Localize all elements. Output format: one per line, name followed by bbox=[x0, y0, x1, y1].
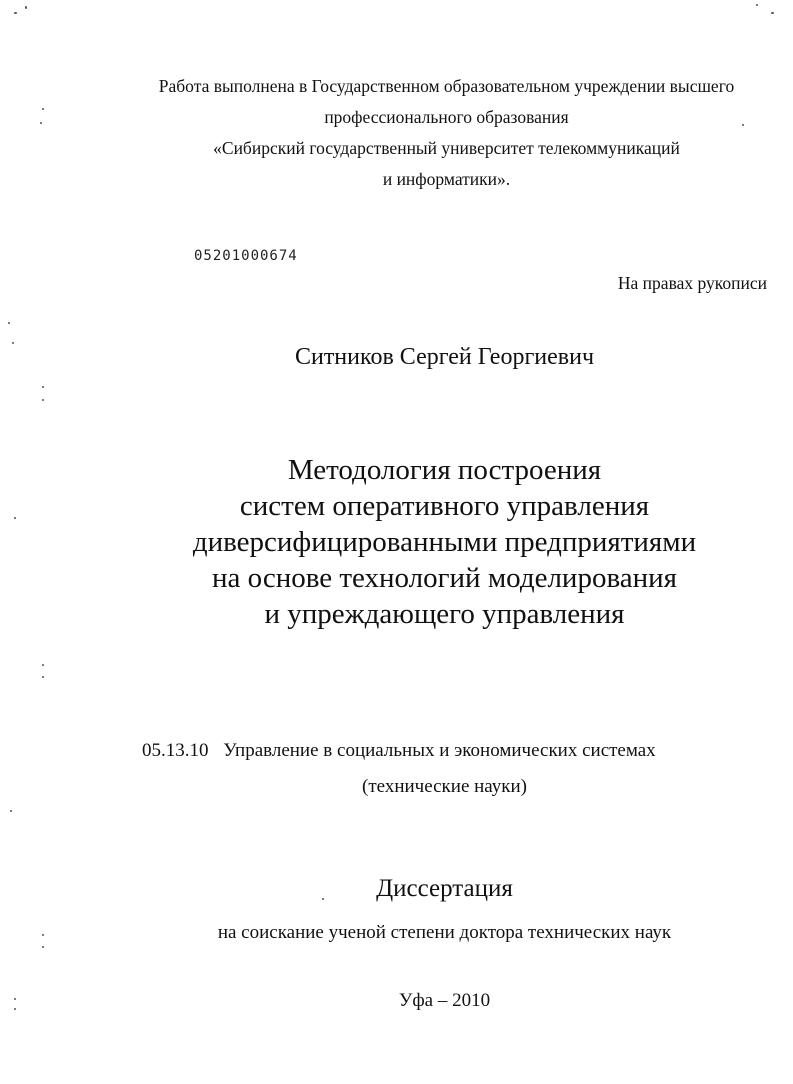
title-line: и упреждающего управления bbox=[264, 598, 625, 630]
degree-line: на соискание ученой степени доктора технических наук bbox=[217, 922, 672, 943]
institution-line: и информатики». bbox=[382, 169, 511, 189]
stamp-code: 05201000674 bbox=[194, 248, 298, 264]
scan-speck bbox=[40, 122, 42, 124]
scan-speck bbox=[42, 386, 44, 388]
scan-speck bbox=[322, 898, 324, 900]
institution-line: Работа выполнена в Государственном образовательном учреждении высшего bbox=[158, 76, 735, 96]
specialty-name: Управление в социальных и экономических системах bbox=[223, 740, 656, 761]
thesis-title bbox=[48, 452, 793, 632]
author-name: Ситников Сергей Георгиевич bbox=[294, 344, 595, 370]
scan-speck bbox=[14, 998, 16, 1000]
title-line: Методология построения bbox=[287, 454, 602, 486]
title-line: систем оперативного управления bbox=[239, 490, 650, 522]
rights-note: На правах рукописи bbox=[617, 273, 767, 293]
scan-speck bbox=[14, 12, 17, 14]
scan-speck bbox=[14, 1008, 16, 1010]
scan-speck bbox=[10, 810, 12, 812]
specialty-field: (технические науки) bbox=[362, 776, 527, 797]
scan-speck bbox=[742, 124, 744, 126]
specialty-code: 05.13.10 bbox=[142, 740, 209, 761]
scan-speck bbox=[42, 664, 44, 666]
specialty-line bbox=[142, 740, 656, 762]
scan-speck bbox=[42, 676, 44, 678]
institution-line: профессионального образования bbox=[324, 107, 569, 127]
scan-speck bbox=[14, 517, 16, 519]
institution-block bbox=[50, 71, 793, 195]
scan-speck bbox=[42, 108, 44, 110]
scan-speck bbox=[12, 342, 14, 344]
scan-speck bbox=[756, 4, 758, 6]
title-line: на основе технологий моделирования bbox=[211, 562, 678, 594]
scan-speck bbox=[42, 946, 44, 948]
scan-speck bbox=[42, 399, 44, 401]
document-type: Диссертация bbox=[376, 875, 513, 902]
city-year: Уфа – 2010 bbox=[398, 990, 491, 1011]
institution-line: «Сибирский государственный университет телекоммуникаций bbox=[213, 138, 680, 158]
scan-speck bbox=[25, 6, 27, 9]
scan-speck bbox=[8, 322, 10, 324]
title-line: диверсифицированными предприятиями bbox=[192, 526, 697, 558]
scan-speck bbox=[771, 12, 774, 14]
scan-speck bbox=[42, 934, 44, 936]
